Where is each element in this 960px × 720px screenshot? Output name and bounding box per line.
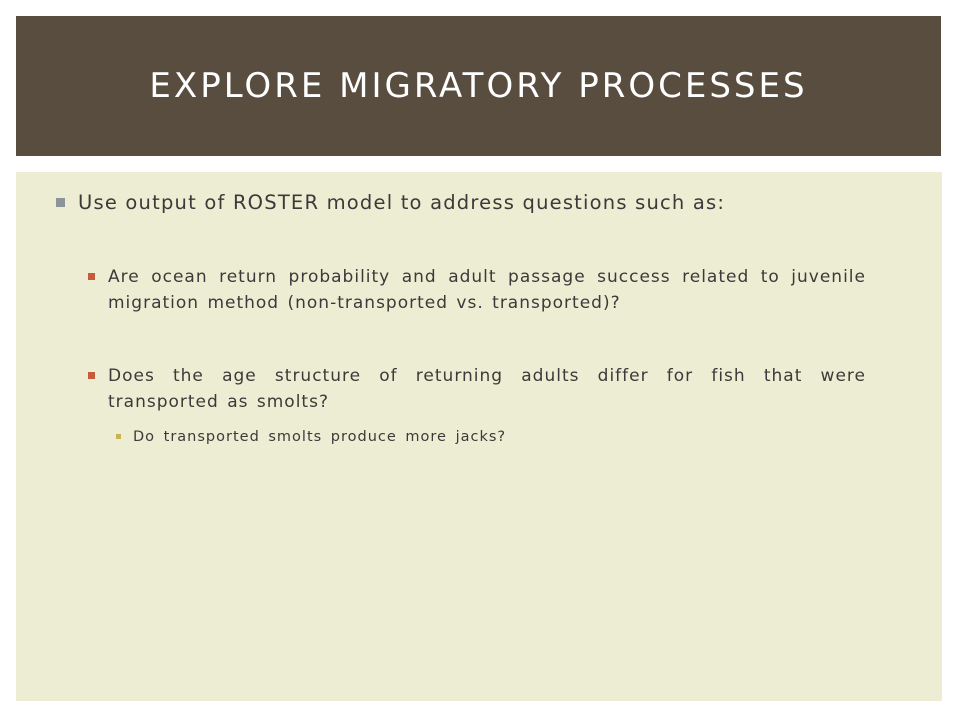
slide-title: EXPLORE MIGRATORY PROCESSES xyxy=(149,66,808,106)
bullet-level2-ocean-return xyxy=(88,264,866,316)
bullet-text: Does the age structure of returning adults differ for fish that were transported as smolts? xyxy=(108,366,866,412)
bullet-text: Are ocean return probability and adult passage success related to juvenile migration method (non-transported vs. transported)? xyxy=(108,267,866,313)
square-bullet-icon xyxy=(88,273,95,280)
square-bullet-icon xyxy=(56,198,65,207)
bullet-level3-jacks xyxy=(116,426,816,448)
square-bullet-icon xyxy=(116,434,121,439)
square-bullet-icon xyxy=(88,372,95,379)
bullet-text: Do transported smolts produce more jacks? xyxy=(133,429,507,445)
bullet-level2-age-structure xyxy=(88,363,866,415)
slide-title-bar xyxy=(16,16,941,156)
slide-content-panel xyxy=(16,172,942,701)
bullet-text: Use output of ROSTER model to address questions such as: xyxy=(78,191,726,214)
bullet-level1 xyxy=(56,189,916,216)
